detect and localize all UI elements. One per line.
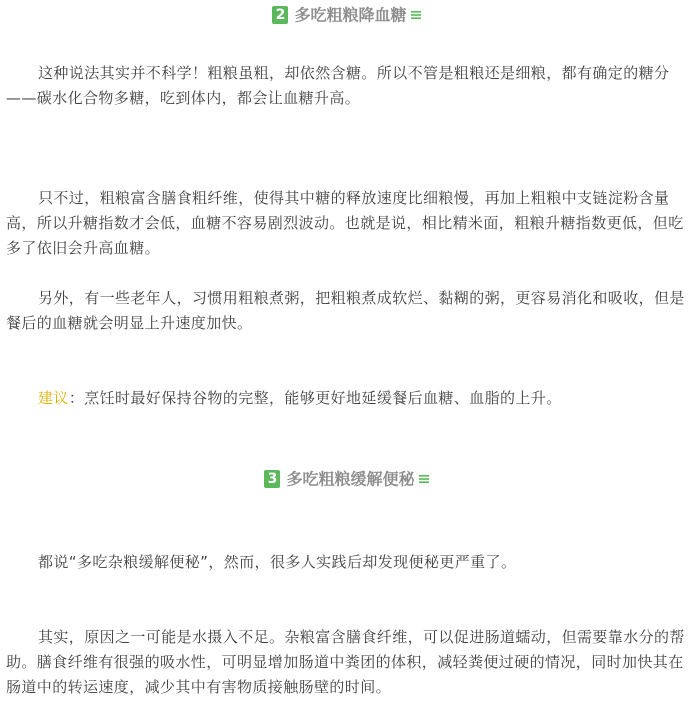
menu-icon [411, 10, 421, 20]
advice-text: ：烹饪时最好保持谷物的完整，能够更好地延缓餐后血糖、血脂的上升。 [68, 389, 562, 407]
advice-paragraph [6, 386, 686, 411]
section-3-heading [0, 468, 693, 491]
paragraph: 这种说法其实并不科学！粗粮虽粗，却依然含糖。所以不管是粗粮还是细粮，都有确定的糖分——碳水化合物多糖，吃到体内，都会让血糖升高。 [6, 64, 670, 107]
section-number-badge: 2 [272, 6, 288, 24]
section-title: 多吃粗粮缓解便秘 [286, 469, 415, 489]
section-2-heading [0, 4, 693, 27]
paragraph: 另外，有一些老年人，习惯用粗粮煮粥，把粗粮煮成软烂、黏糊的粥，更容易消化和吸收，但是餐后的血糖就会明显上升速度加快。 [6, 289, 685, 332]
menu-icon [419, 474, 429, 484]
paragraph: 都说“多吃杂粮缓解便秘”，然而，很多人实践后却发现便秘更严重了。 [38, 553, 517, 571]
section-number-badge: 3 [264, 470, 280, 488]
section-title: 多吃粗粮降血糖 [294, 5, 407, 25]
advice-label: 建议 [38, 389, 69, 407]
paragraph: 只不过，粗粮富含膳食粗纤维，使得其中糖的释放速度比细粮慢，再加上粗粮中支链淀粉含量高，所以升糖指数才会低，血糖不容易剧烈波动。也就是说，相比精米面，粗粮升糖指数更低，但吃多了依旧会升高血糖。 [6, 189, 684, 257]
paragraph: 其实，原因之一可能是水摄入不足。杂粮富含膳食纤维，可以促进肠道蠕动，但需要靠水分的帮助。膳食纤维有很强的吸水性，可明显增加肠道中粪团的体积，减轻粪便过硬的情况，同时加快其在肠道中的转运速度，减少其中有害物质接触肠壁的时间。 [6, 628, 685, 696]
